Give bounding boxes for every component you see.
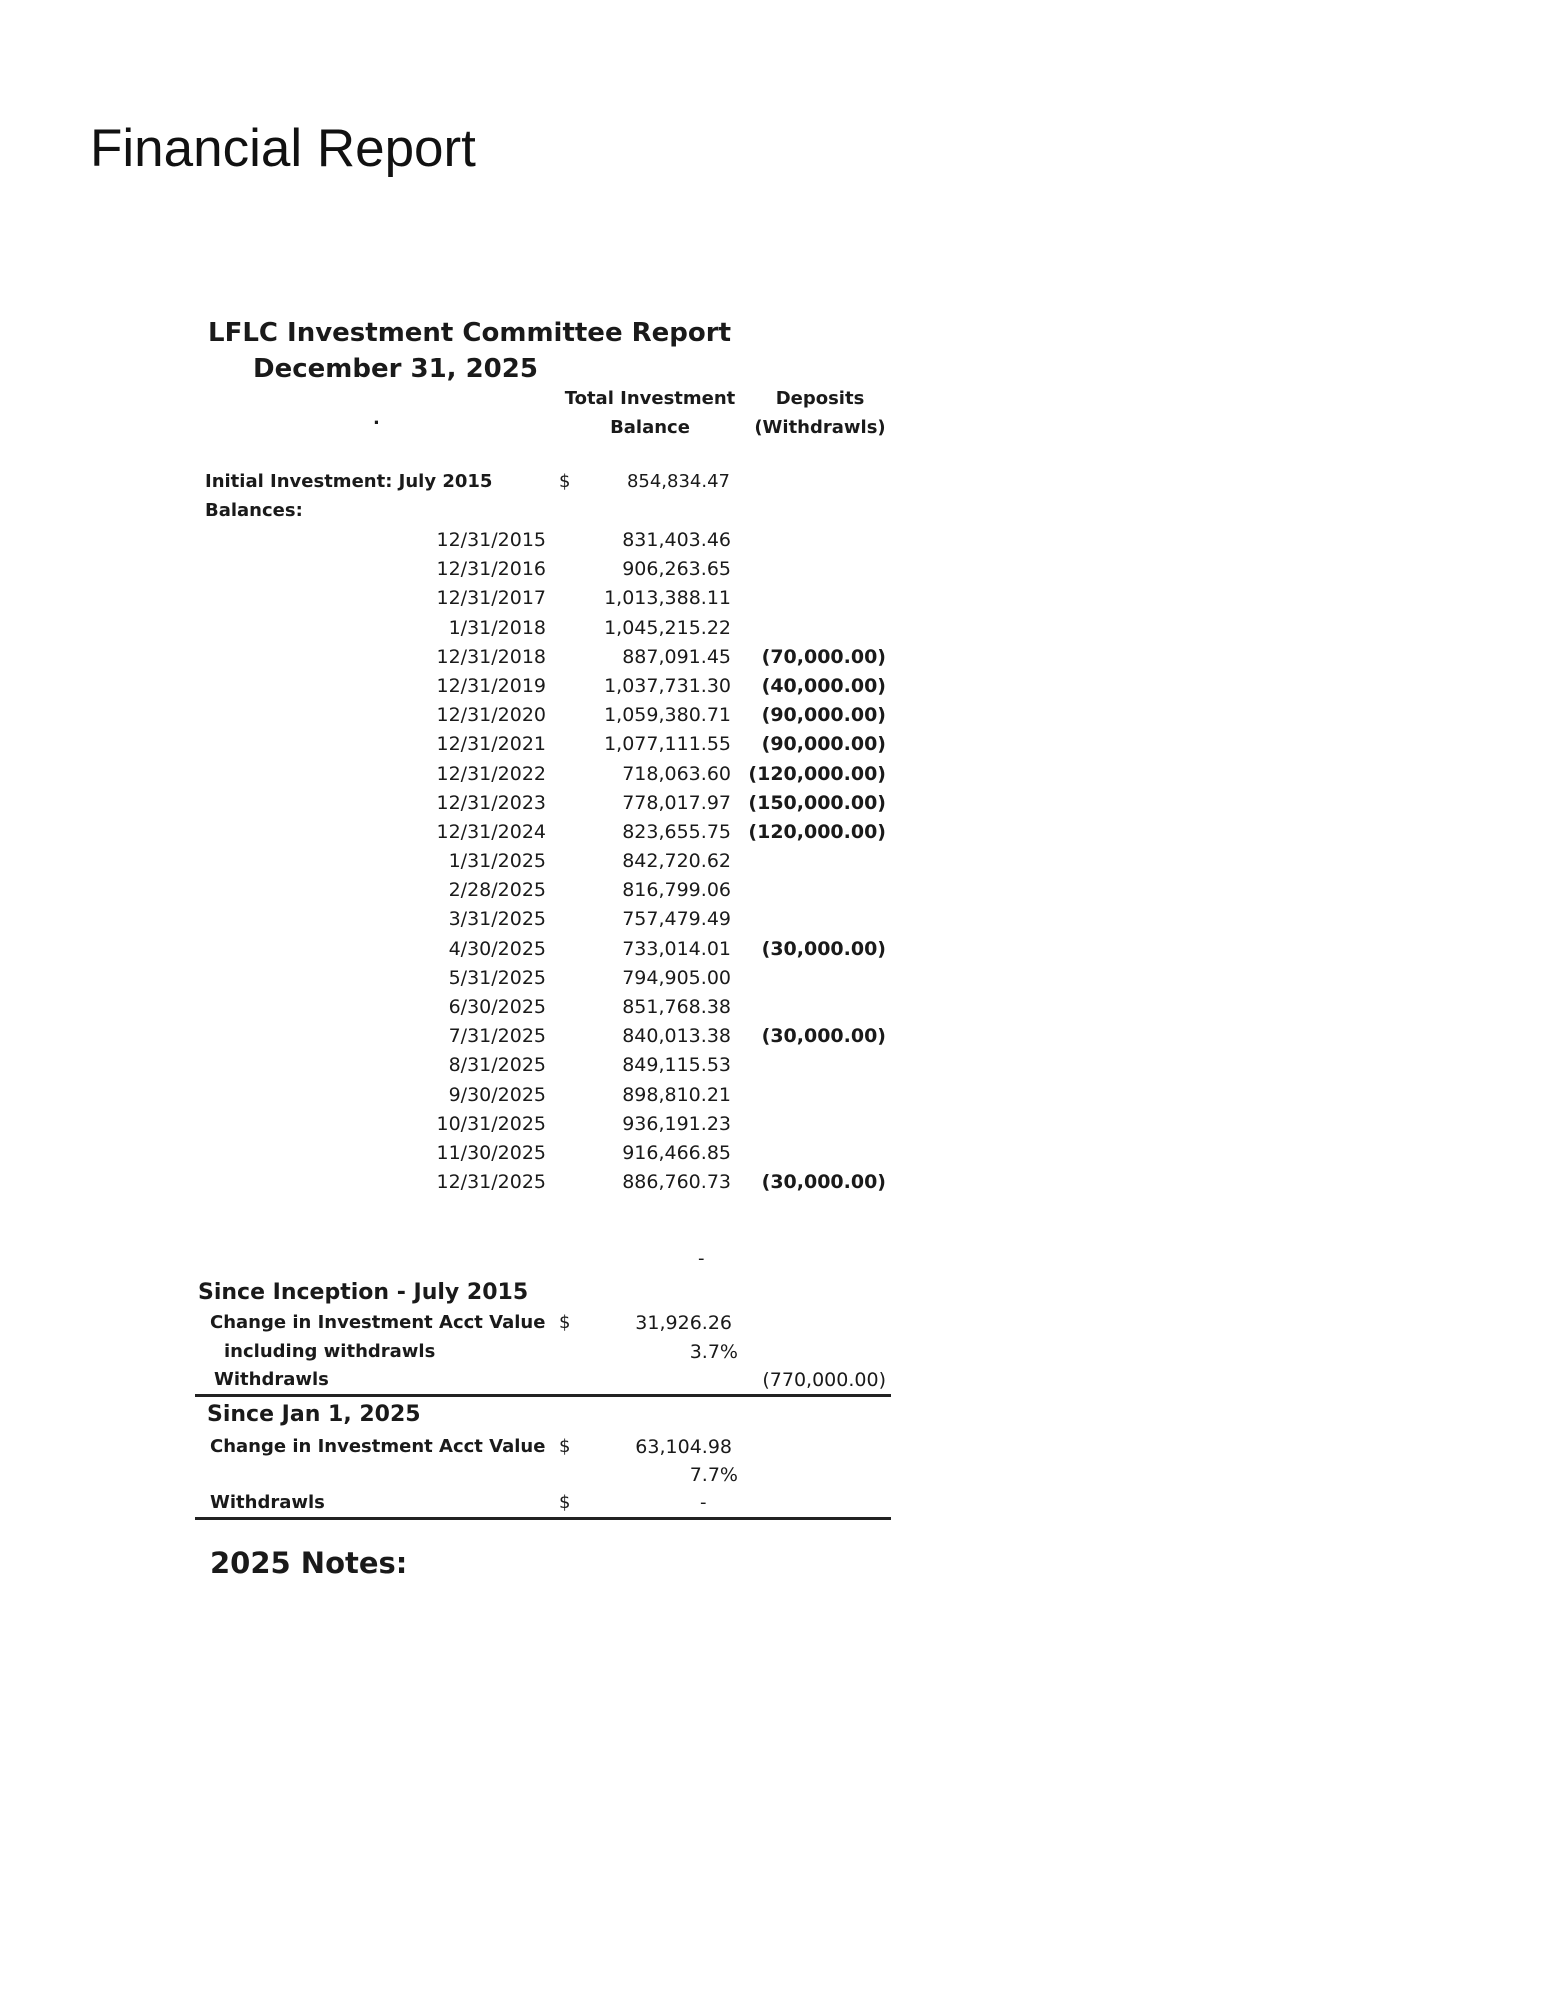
initial-investment-label: Initial Investment: July 2015 xyxy=(205,471,493,492)
column-header-balance-line1: Total Investment xyxy=(564,388,736,409)
row-deposit: (90,000.00) xyxy=(761,704,886,727)
row-date: 4/30/2025 xyxy=(448,937,546,960)
report-title: LFLC Investment Committee Report xyxy=(208,318,732,348)
row-deposit: (90,000.00) xyxy=(761,733,886,756)
row-deposit: (120,000.00) xyxy=(748,762,886,785)
row-balance: 1,077,111.55 xyxy=(604,733,731,756)
table-row xyxy=(0,1084,1545,1113)
balances-label: Balances: xyxy=(205,500,303,521)
table-row xyxy=(0,792,1545,821)
row-balance: 842,720.62 xyxy=(622,850,731,873)
row-balance: 906,263.65 xyxy=(622,558,731,581)
row-date: 8/31/2025 xyxy=(448,1054,546,1077)
row-date: 6/30/2025 xyxy=(448,996,546,1018)
notes-title: 2025 Notes: xyxy=(210,1546,408,1580)
table-row xyxy=(0,1171,1545,1200)
column-header-deposits-line2: (Withdrawls) xyxy=(754,417,886,438)
row-balance: 849,115.53 xyxy=(622,1054,731,1077)
row-date: 12/31/2017 xyxy=(436,587,546,610)
table-row xyxy=(0,675,1545,704)
since-jan-withdrawls-label: Withdrawls xyxy=(210,1492,325,1513)
row-date: 12/31/2016 xyxy=(436,558,546,581)
row-deposit: (150,000.00) xyxy=(748,791,886,814)
report-date: December 31, 2025 xyxy=(253,354,538,384)
row-date: 12/31/2023 xyxy=(436,791,546,814)
row-date: 1/31/2025 xyxy=(448,850,546,873)
row-date: 5/31/2025 xyxy=(448,966,546,989)
table-row xyxy=(0,646,1545,675)
table-row xyxy=(0,821,1545,850)
since-jan-change-value: 63,104.98 xyxy=(635,1436,732,1458)
row-date: 7/31/2025 xyxy=(448,1025,546,1048)
row-balance: 816,799.06 xyxy=(622,879,731,902)
row-balance: 887,091.45 xyxy=(622,645,731,668)
column-header-deposits xyxy=(750,384,890,442)
row-balance: 718,063.60 xyxy=(622,762,731,785)
page-title: Financial Report xyxy=(90,119,476,178)
row-date: 12/31/2022 xyxy=(436,762,546,785)
divider xyxy=(195,1517,891,1520)
table-row xyxy=(0,529,1545,558)
row-date: 12/31/2020 xyxy=(436,704,546,727)
since-jan-currency: $ xyxy=(559,1436,571,1457)
row-deposit: (70,000.00) xyxy=(761,645,886,668)
row-date: 3/31/2025 xyxy=(448,908,546,931)
since-jan-title: Since Jan 1, 2025 xyxy=(207,1402,421,1427)
since-inception-currency: $ xyxy=(559,1312,571,1333)
since-jan-withdrawls-value: - xyxy=(700,1492,707,1513)
row-balance: 1,013,388.11 xyxy=(604,587,731,610)
row-balance: 831,403.46 xyxy=(622,529,731,551)
row-date: 10/31/2025 xyxy=(436,1112,546,1135)
balances-table xyxy=(0,529,1545,1200)
since-inception-title: Since Inception - July 2015 xyxy=(198,1280,529,1305)
row-deposit: (30,000.00) xyxy=(761,1171,886,1194)
row-balance: 794,905.00 xyxy=(622,966,731,989)
row-balance: 936,191.23 xyxy=(622,1112,731,1135)
row-deposit: (30,000.00) xyxy=(761,1025,886,1048)
since-inception-change-label: Change in Investment Acct Value xyxy=(210,1312,546,1333)
since-inception-including-label: including withdrawls xyxy=(224,1341,436,1362)
table-row xyxy=(0,763,1545,792)
row-balance: 778,017.97 xyxy=(622,791,731,814)
table-row xyxy=(0,1025,1545,1054)
row-date: 11/30/2025 xyxy=(436,1141,546,1164)
table-row xyxy=(0,617,1545,646)
initial-investment-value: 854,834.47 xyxy=(626,471,730,492)
table-row xyxy=(0,558,1545,587)
row-balance: 757,479.49 xyxy=(622,908,731,931)
table-row xyxy=(0,1142,1545,1171)
table-row xyxy=(0,996,1545,1025)
table-row xyxy=(0,587,1545,616)
table-row xyxy=(0,704,1545,733)
since-inception-withdrawls-label: Withdrawls xyxy=(214,1369,329,1390)
row-date: 12/31/2015 xyxy=(436,529,546,551)
row-balance: 886,760.73 xyxy=(622,1171,731,1194)
table-row xyxy=(0,938,1545,967)
row-deposit: (30,000.00) xyxy=(761,937,886,960)
row-date: 12/31/2018 xyxy=(436,645,546,668)
since-jan-percent: 7.7% xyxy=(689,1464,738,1486)
row-balance: 916,466.85 xyxy=(622,1141,731,1164)
row-date: 12/31/2021 xyxy=(436,733,546,756)
row-date: 12/31/2019 xyxy=(436,674,546,697)
row-balance: 823,655.75 xyxy=(622,820,731,843)
table-row xyxy=(0,1054,1545,1083)
table-row xyxy=(0,1113,1545,1142)
row-balance: 1,037,731.30 xyxy=(604,674,731,697)
row-balance: 851,768.38 xyxy=(622,996,731,1018)
since-jan-withdrawls-currency: $ xyxy=(559,1492,571,1513)
row-balance: 840,013.38 xyxy=(622,1025,731,1048)
table-row xyxy=(0,908,1545,937)
row-date: 9/30/2025 xyxy=(448,1083,546,1106)
row-balance: 898,810.21 xyxy=(622,1083,731,1106)
column-header-balance xyxy=(560,384,740,442)
separator-dash: - xyxy=(698,1248,705,1269)
table-row xyxy=(0,967,1545,996)
initial-currency: $ xyxy=(559,471,571,492)
table-row xyxy=(0,879,1545,908)
row-deposit: (120,000.00) xyxy=(748,820,886,843)
stray-dot: . xyxy=(373,408,380,429)
row-balance: 1,045,215.22 xyxy=(604,616,731,639)
column-header-deposits-line1: Deposits xyxy=(775,388,865,409)
row-balance: 1,059,380.71 xyxy=(604,704,731,727)
since-inception-percent: 3.7% xyxy=(689,1341,738,1363)
column-header-balance-line2: Balance xyxy=(610,417,690,438)
table-row xyxy=(0,733,1545,762)
row-date: 12/31/2024 xyxy=(436,820,546,843)
since-inception-change-value: 31,926.26 xyxy=(635,1312,732,1334)
row-date: 1/31/2018 xyxy=(448,616,546,639)
row-deposit: (40,000.00) xyxy=(761,674,886,697)
row-balance: 733,014.01 xyxy=(622,937,731,960)
divider xyxy=(195,1394,891,1397)
table-row xyxy=(0,850,1545,879)
since-inception-withdrawls-value: (770,000.00) xyxy=(762,1369,886,1391)
row-date: 12/31/2025 xyxy=(436,1171,546,1194)
row-date: 2/28/2025 xyxy=(448,879,546,902)
since-jan-change-label: Change in Investment Acct Value xyxy=(210,1436,546,1457)
